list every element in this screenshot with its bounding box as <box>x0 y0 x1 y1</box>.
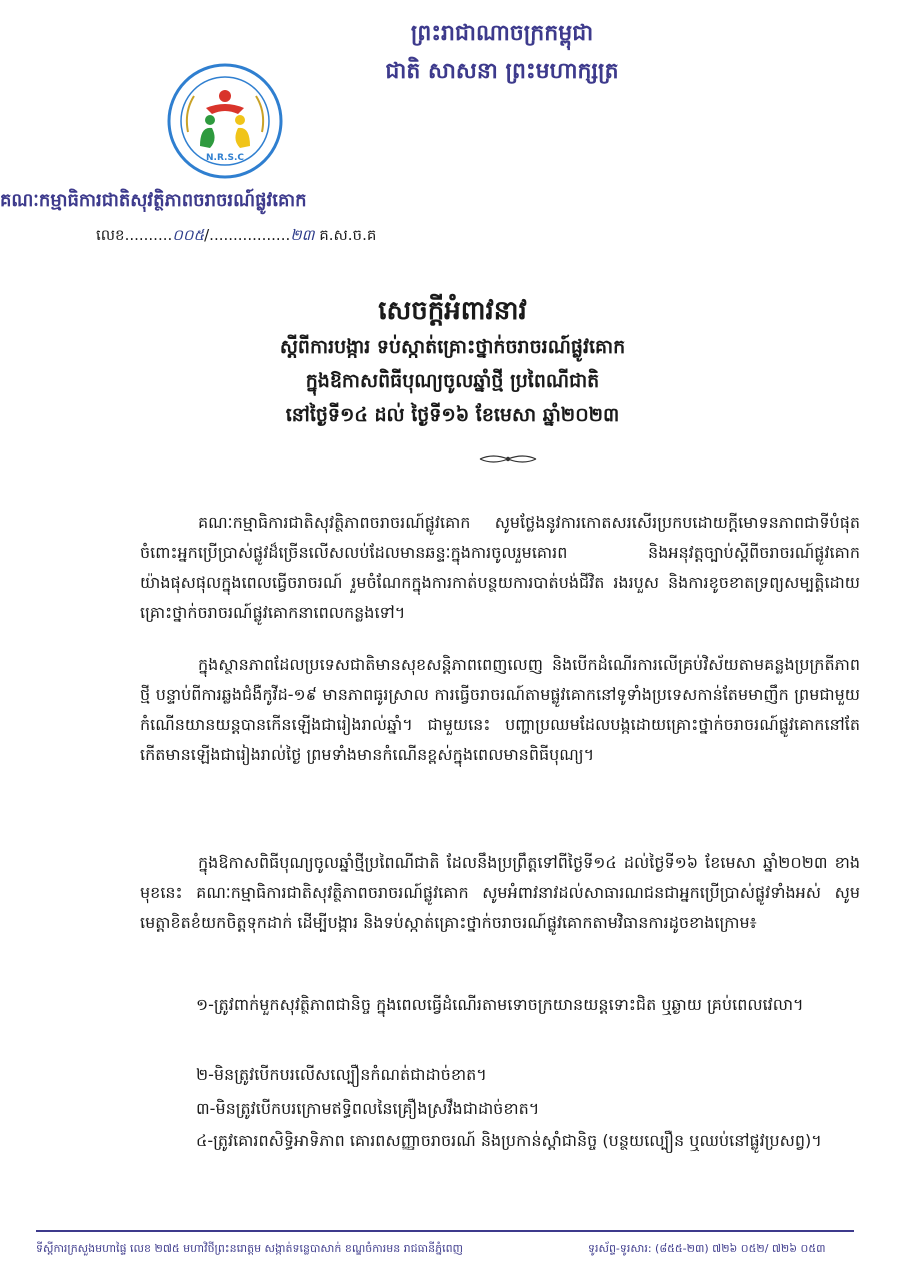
number-dots: /................. <box>204 226 291 244</box>
kingdom-line-1: ព្រះរាជាណាចក្រកម្ពុជា <box>410 20 594 46</box>
measure-item-3: ៣-មិនត្រូវបើកបរក្រោមឥទ្ធិពលនៃគ្រឿងស្រវឹងជាដាច់ខាត។ <box>196 1099 540 1118</box>
footer-divider <box>36 1230 854 1232</box>
reference-number <box>96 226 376 248</box>
measure-item-2: ២-មិនត្រូវបើកបរលើសល្បឿនកំណត់ជាដាច់ខាត។ <box>196 1065 487 1084</box>
subtitle-line-1: ស្ដីពីការបង្ការ ទប់ស្កាត់គ្រោះថ្នាក់ចរាចរណ៍ផ្លូវគោក <box>279 336 626 358</box>
committee-name: គណៈកម្មាធិការជាតិសុវត្ថិភាពចរាចរណ៍ផ្លូវគោក <box>0 190 307 211</box>
measure-item-1: ១-ត្រូវពាក់មួកសុវត្ថិភាពជានិច្ច ក្នុងពេលធ្វើដំណើរតាមទោចក្រយានយន្តទោះជិត ឬឆ្ងាយ គ្រប់ពេលវេលា។ <box>196 995 804 1014</box>
number-value: ០០៥ <box>172 226 205 244</box>
measure-item-4: ៤-ត្រូវគោរពសិទ្ធិអាទិភាព គោរពសញ្ញាចរាចរណ៍ និងប្រកាន់ស្ដាំជានិច្ច (បន្ថយល្បឿន ឬឈប់នៅផ្លូវប្រសព្វ)។ <box>196 1131 822 1150</box>
subtitle-line-3: នៅថ្ងៃទី១៤ ដល់ ថ្ងៃទី១៦ ខែមេសា ឆ្នាំ២០២៣ <box>285 404 620 426</box>
nrsc-logo <box>166 62 284 180</box>
document-title: សេចក្ដីអំពាវនាវ <box>378 296 527 326</box>
kingdom-header <box>352 14 652 90</box>
body-paragraph-1 <box>140 508 860 628</box>
body-paragraph-3 <box>140 848 860 938</box>
number-suffix: គ.ស.ច.គ <box>319 226 377 244</box>
logo-text: N.R.S.C <box>206 153 244 163</box>
body-paragraph-2 <box>140 650 860 770</box>
footer-phone: ទូរស័ព្ទ-ទូរសារ: (៨៥៥-២៣) ៧២៦ ០៥២/ ៧២៦ ០៥៣ <box>588 1242 826 1255</box>
subtitle-line-2: ក្នុងឱកាសពិធីបុណ្យចូលឆ្នាំថ្មី ប្រពៃណីជាតិ <box>305 370 600 392</box>
number-year: ២៣ <box>290 226 315 244</box>
paragraph-1-text: គណៈកម្មាធិការជាតិសុវត្ថិភាពចរាចរណ៍ផ្លូវគោក សូមថ្លែងនូវការកោតសរសើរប្រកបដោយក្ដីមោទនភាពជាទីបំផុត ចំពោះអ្នកប្រើប្រាស់ផ្លូវដ៏ច្រើនលើសលប់ដែលមានឆន្ទៈក្នុងការចូលរួមគោរព និងអនុវត្តច្បាប់ស្ដីពីចរាចរណ៍ផ្លូវគោកយ៉ាងផុសផុលក្នុងពេលធ្វើចរាចរណ៍ រួមចំណែកក្នុងការកាត់បន្ថយការបាត់បង់ជីវិត រងរបួស និងការខូចខាតទ្រព្យសម្បត្តិដោយគ្រោះថ្នាក់ចរាចរណ៍ផ្លូវគោកនាពេលកន្លងទៅ។ <box>140 513 860 622</box>
title-block <box>200 292 705 432</box>
paragraph-3-text: ក្នុងឱកាសពិធីបុណ្យចូលឆ្នាំថ្មីប្រពៃណីជាតិ ដែលនឹងប្រព្រឹត្តទៅពីថ្ងៃទី១៤ ដល់ថ្ងៃទី១៦ ខែមេសា ឆ្នាំ២០២៣ ខាងមុខនេះ គណៈកម្មាធិការជាតិសុវត្ថិភាពចរាចរណ៍ផ្លូវគោក សូមអំពាវនាវដល់សាធារណជនជាអ្នកប្រើប្រាស់ផ្លូវទាំងអស់ សូមមេត្តាខិតខំយកចិត្តទុកដាក់ ដើម្បីបង្ការ និងទប់ស្កាត់គ្រោះថ្នាក់ចរាចរណ៍ផ្លូវគោកតាមវិធានការដូចខាងក្រោម៖ <box>140 853 860 932</box>
number-prefix: លេខ.......... <box>96 226 173 244</box>
footer-address: ទីស្ដីការក្រសួងមហាផ្ទៃ លេខ ២៧៥ មហាវិថីព្រះនរោត្តម សង្កាត់ទន្លេបាសាក់ ខណ្ឌចំការមន រាជធានីភ្នំពេញ <box>36 1242 464 1255</box>
paragraph-2-text: ក្នុងស្ថានភាពដែលប្រទេសជាតិមានសុខសន្តិភាពពេញលេញ និងបើកដំណើរការលើគ្រប់វិស័យតាមគន្លងប្រក្រតីភាពថ្មី បន្ទាប់ពីការឆ្លងជំងឺកូវីដ-១៩ មានភាពធូរស្រាល ការធ្វើចរាចរណ៍តាមផ្លូវគោកនៅទូទាំងប្រទេសកាន់តែមមាញឹក ព្រមជាមួយកំណើនយានយន្តបានកើនឡើងជារៀងរាល់ឆ្នាំ។ ជាមួយនេះ បញ្ហាប្រឈមដែលបង្កដោយគ្រោះថ្នាក់ចរាចរណ៍ផ្លូវគោកនៅតែកើតមានឡើងជារៀងរាល់ថ្ងៃ ព្រមទាំងមានកំណើនខ្ពស់ក្នុងពេលមានពិធីបុណ្យ។ <box>140 655 860 764</box>
ornament-divider <box>478 452 538 466</box>
kingdom-line-2: ជាតិ សាសនា ព្រះមហាក្សត្រ <box>385 58 619 84</box>
